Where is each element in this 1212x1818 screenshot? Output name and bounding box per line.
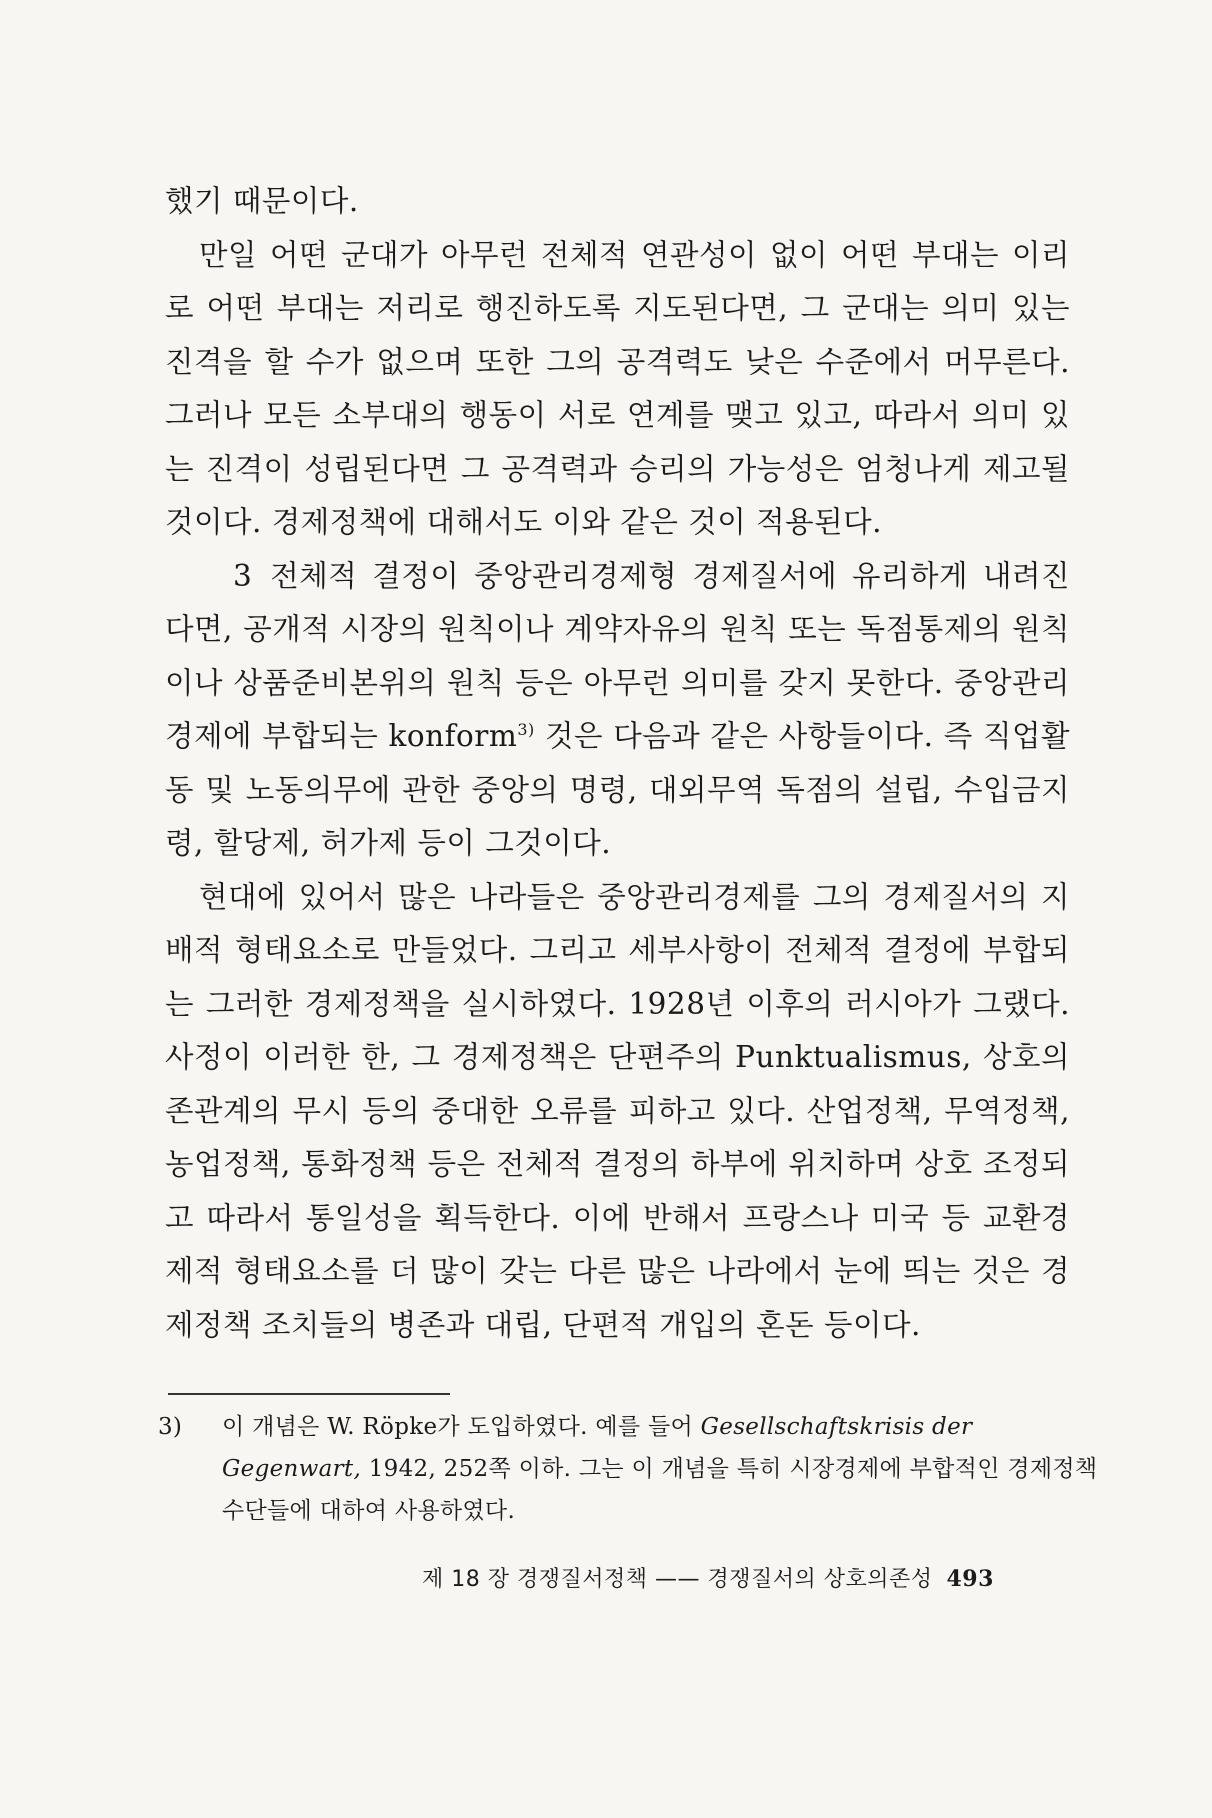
paragraph-text: 만일 어떤 군대가 아무런 전체적 연관성이 없이 어떤 부대는 이리로 어떤 부대는 저리로 행진하도록 지도된다면, 그 군대는 의미 있는 진격을 할 수가 없으며 또한 그의 공격력도 낮은 수준에서 머무른다. 그러나 모든 소부대의 행동이 서로 연계를 맺고 있고, 따라서 의미 있는 진격이 성립된다면 그 공격력과 승리의 가능성은 엄청나게 제고될 것이다. 경제정책에 대해서도 이와 같은 것이 적용된다. [165,237,1070,539]
paragraph-2 [165,229,1070,550]
footnote-reference[interactable]: 3) [517,720,535,740]
paragraph-3 [165,550,1070,871]
footnote-text: 1942, 252쪽 이하. 그는 이 개념을 특히 시장경제에 부합적인 경제정책 수단들에 대하여 사용하였다. [222,1456,1098,1524]
page-number: 493 [946,1566,994,1592]
footnote [158,1406,1102,1532]
paragraph-text: 했기 때문이다. [165,184,359,218]
paragraph-4 [165,871,1070,1353]
paragraph-number: 3 [233,558,253,593]
footnote-divider [168,1393,450,1395]
chapter-title: 제 18 장 경쟁질서정책 —— 경쟁질서의 상호의존성 [422,1567,933,1592]
running-footer [422,1562,994,1593]
footnote-text: 이 개념은 W. Röpke가 도입하였다. 예를 들어 [222,1414,701,1440]
paragraph-text: 현대에 있어서 많은 나라들은 중앙관리경제를 그의 경제질서의 지배적 형태요소로 만들었다. 그리고 세부사항이 전체적 결정에 부합되는 그러한 경제정책을 실시하였다. 1928년 이후의 러시아가 그랬다. 사정이 이러한 한, 그 경제정책은 단편주의 Punktualismus, 상호의존관계의 무시 등의 중대한 오류를 피하고 있다. 산업정책, 무역정책, 농업정책, 통화정책 등은 전체적 결정의 하부에 위치하며 상호 조정되고 따라서 통일성을 획득한다. 이에 반해서 프랑스나 미국 등 교환경제적 형태요소를 더 많이 갖는 다른 많은 나라에서 눈에 띄는 것은 경제정책 조치들의 병존과 대립, 단편적 개입의 혼돈 등이다. [165,879,1070,1342]
paragraph-text: 전체적 결정이 중앙관리경제형 경제질서에 유리하게 내려진다면, 공개적 시장의 원칙이나 계약자유의 원칙 또는 독점통제의 원칙이나 상품준비본위의 원칙 등은 아무런 의미를 갖지 못한다. 중앙관리경제에 부합되는 konform [165,558,1070,753]
paragraph-text: 것은 다음과 같은 사항들이다. 즉 직업활동 및 노동의무에 관한 중앙의 명령, 대외무역 독점의 설립, 수입금지령, 할당제, 허가제 등이 그것이다. [165,719,1071,860]
body-text [165,175,1070,1352]
footnote-book-title: Gesellschaftskrisis der Gegenwart, [222,1414,973,1482]
paragraph-1 [165,175,1070,229]
footnote-mark: 3) [158,1414,183,1440]
